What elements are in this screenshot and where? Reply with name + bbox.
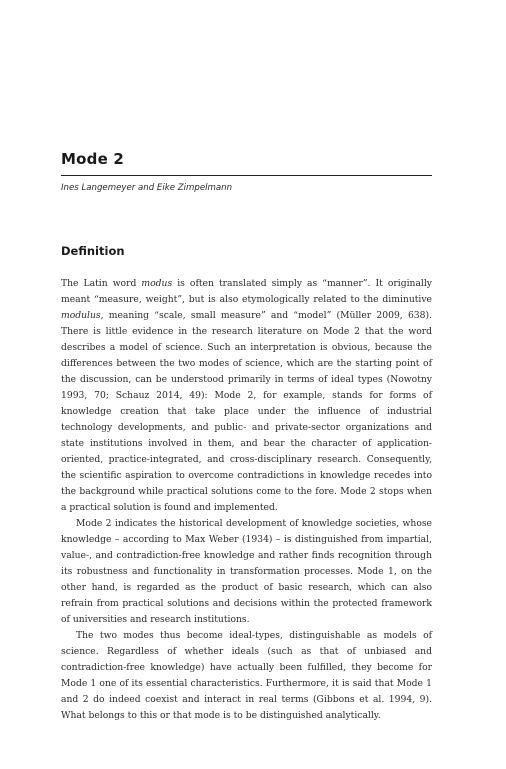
paragraph-2: Mode 2 indicates the historical development of knowledge societies, whose knowledge – according to Max Weber (1934) – is distinguished from impartial, value-, and contradiction-free knowledge and rather finds recognition through its robustness and functionality in transformation processes. Mode 1, on the other hand, is regarded as the product of basic research, which can also refrain from practical solutions and decisions within the protected framework of universities and research institutions. (61, 518, 432, 625)
paragraph-1-part-a: The Latin word (61, 278, 142, 289)
body-text (61, 276, 432, 724)
section-heading: Definition (61, 244, 125, 258)
paragraph-1 (61, 276, 432, 516)
term-modulus: modulus (61, 310, 101, 321)
paragraph-3: The two modes thus become ideal-types, distinguishable as models of science. Regardless of whether ideals (such as that of unbiased and contradiction-free knowledge) have actually been fulfilled, they become for Mode 1 one of its essential characteristics. Furthermore, it is said that Mode 1 and 2 do indeed coexist and interact in real terms (Gibbons et al. 1994, 9). What belongs to this or that mode is to be distinguished analytically. (61, 630, 432, 721)
chapter-title: Mode 2 (61, 150, 125, 168)
paragraph-1-part-c: , meaning “scale, small measure” and “model” (Müller 2009, 638). There is little evidence in the research literature on Mode 2 that the word describes a model of science. Such an interpretation is obvious, because the differences between the two modes of science, which are the starting point of the discussion, can be understood primarily in terms of ideal types (Nowotny 1993, 70; Schauz 2014, 49): Mode 2, for example, stands for forms of knowledge creation that take place under the influence of industrial technology developments, and public- and private-sector organizations and state institutions involved in them, and bear the character of application-oriented, practice-integrated, and cross-disciplinary research. Consequently, the scientific aspiration to overcome contradictions in knowledge recedes into the background while practical solutions come to the fore. Mode 2 stops when a practical solution is found and implemented. (61, 310, 432, 513)
chapter-authors: Ines Langemeyer and Eike Zimpelmann (61, 183, 233, 193)
title-rule (61, 175, 432, 176)
paragraph-1-part-b: is often translated simply as “manner”. It originally meant “measure, weight”, but is also etymologically related to the diminutive (61, 278, 432, 305)
term-modus: modus (141, 278, 173, 289)
